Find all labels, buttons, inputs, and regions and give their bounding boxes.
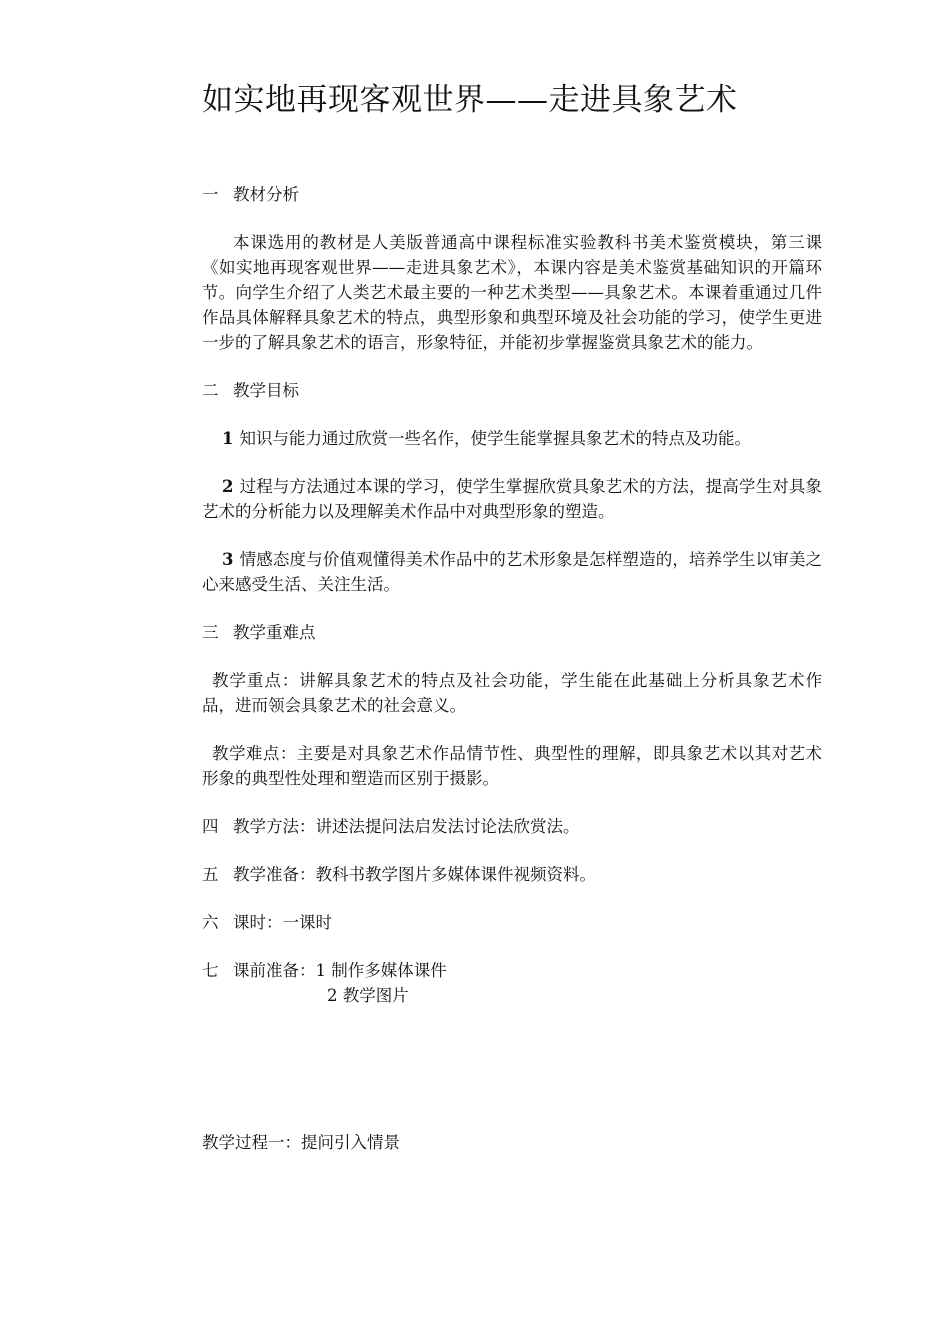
section-number: 三 — [202, 623, 219, 642]
document-body — [202, 182, 822, 1031]
goal-text: 知识与能力通过欣赏一些名作，使学生能掌握具象艺术的特点及功能。 — [239, 429, 751, 448]
section-number: 五 — [202, 865, 219, 884]
goal-number: 1 — [222, 429, 234, 448]
section-label: 教学重难点 — [233, 623, 316, 642]
section-heading-5 — [202, 862, 822, 887]
goal-text: 过程与方法通过本课的学习，使学生掌握欣赏具象艺术的方法，提高学生对具象艺术的分析能力以及理解美术作品中对典型形象的塑造。 — [202, 477, 822, 521]
section-label: 教学目标 — [233, 381, 299, 400]
goal-text: 情感态度与价值观懂得美术作品中的艺术形象是怎样塑造的，培养学生以审美之心来感受生活、关注生活。 — [202, 550, 822, 594]
section-heading-3 — [202, 620, 822, 645]
goal-item-1 — [202, 426, 822, 451]
section-label: 教学准备：教科书教学图片多媒体课件视频资料。 — [233, 865, 596, 884]
section-heading-6 — [202, 910, 822, 935]
key-point-paragraph: 教学重点：讲解具象艺术的特点及社会功能，学生能在此基础上分析具象艺术作品，进而领会具象艺术的社会意义。 — [202, 671, 822, 715]
section-number: 七 — [202, 961, 219, 980]
teaching-process-heading: 教学过程一：提问引入情景 — [202, 1133, 400, 1152]
section-label: 教材分析 — [233, 185, 299, 204]
goal-item-3 — [202, 547, 822, 597]
textbook-analysis-paragraph: 本课选用的教材是人美版普通高中课程标准实验教科书美术鉴赏模块，第三课《如实地再现客观世界——走进具象艺术》，本课内容是美术鉴赏基础知识的开篇环节。向学生介绍了人类艺术最主要的一种艺术类型——具象艺术。本课着重通过几件作品具体解释具象艺术的特点，典型形象和典型环境及社会功能的学习，使学生更进一步的了解具象艺术的语言，形象特征，并能初步掌握鉴赏具象艺术的能力。 — [202, 233, 822, 352]
section-label: 课时：一课时 — [233, 913, 332, 932]
section-number: 二 — [202, 381, 219, 400]
prep-item-2: 2 教学图片 — [327, 986, 409, 1005]
section-number: 一 — [202, 185, 219, 204]
section-heading-1 — [202, 182, 822, 207]
goal-number: 2 — [222, 477, 234, 496]
section-heading-4 — [202, 814, 822, 839]
section-number: 六 — [202, 913, 219, 932]
difficult-point-paragraph: 教学难点：主要是对具象艺术作品情节性、典型性的理解，即具象艺术以其对艺术形象的典型性处理和塑造而区别于摄影。 — [202, 744, 822, 788]
section-number: 四 — [202, 817, 219, 836]
goal-item-2 — [202, 474, 822, 524]
section-heading-2 — [202, 378, 822, 403]
section-heading-7 — [202, 958, 822, 983]
document-title: 如实地再现客观世界——走进具象艺术 — [202, 82, 738, 118]
section-label: 课前准备：1 制作多媒体课件 — [233, 961, 447, 980]
goal-number: 3 — [222, 550, 234, 569]
section-label: 教学方法：讲述法提问法启发法讨论法欣赏法。 — [233, 817, 580, 836]
